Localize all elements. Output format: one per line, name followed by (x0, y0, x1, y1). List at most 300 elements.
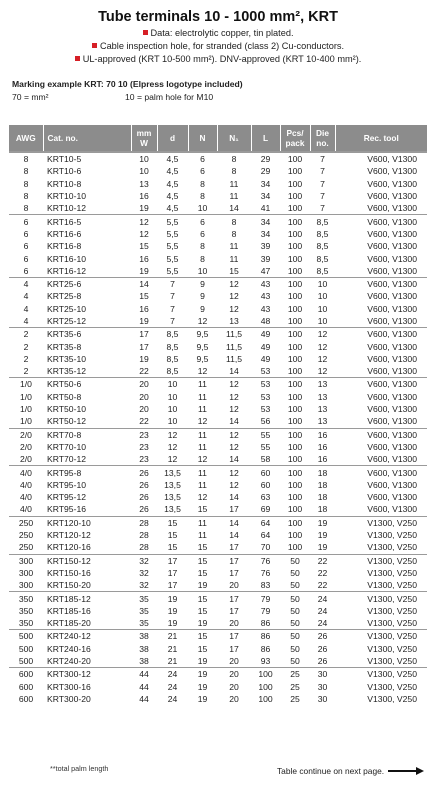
awg-cell: 2/0 (20, 454, 32, 465)
tool-cell: V1300, V250 (367, 681, 417, 692)
l-cell: 43 (251, 277, 280, 290)
d-cell: 13,5 (164, 492, 181, 503)
cat-no-cell: KRT16-8 (47, 241, 82, 252)
table-row (9, 630, 427, 643)
n-cell: 11 (188, 466, 217, 479)
table-row (9, 693, 427, 705)
tool-cell: V1300, V250 (335, 516, 427, 529)
mm-w-cell: 20 (139, 391, 149, 402)
pcs-cell: 100 (280, 466, 310, 479)
mm-w-cell: 10 (139, 166, 149, 177)
l-cell: 69 (260, 504, 271, 515)
red-square-bullet-icon (75, 56, 80, 61)
die-cell: 12 (317, 366, 328, 377)
cat-no-cell: KRT10-12 (47, 203, 87, 214)
awg-cell: 6 (23, 253, 29, 264)
awg-cell: 250 (9, 516, 43, 529)
mm-w-cell: 16 (139, 253, 149, 264)
tool-cell: V600, V1300 (335, 152, 427, 165)
cat-no-cell: KRT16-12 (47, 265, 87, 276)
tool-cell: V600, V1300 (335, 466, 427, 479)
die-cell: 7 (320, 166, 325, 177)
bullet-item (0, 53, 436, 66)
n1-cell: 12 (229, 391, 239, 402)
cat-no-cell: KRT25-6 (43, 277, 131, 290)
header-n: N (188, 125, 217, 152)
pcs-cell: 100 (287, 530, 303, 541)
die-cell: 19 (317, 542, 328, 553)
d-cell: 13,5 (157, 466, 188, 479)
pcs-cell: 100 (287, 479, 303, 490)
bullet-item (0, 27, 436, 40)
die-cell: 7 (310, 152, 335, 165)
n1-cell: 12 (217, 466, 251, 479)
n1-cell: 17 (217, 554, 251, 567)
n-cell: 19 (197, 656, 208, 667)
mm-w-cell: 23 (139, 441, 149, 452)
d-cell: 19 (157, 592, 188, 605)
awg-cell: 600 (18, 681, 34, 692)
d-cell: 17 (167, 567, 178, 578)
n-cell: 9 (188, 277, 217, 290)
l-cell: 29 (260, 166, 271, 177)
header-l: L (251, 125, 280, 152)
n-cell: 15 (197, 567, 208, 578)
cat-no-cell: KRT35-6 (43, 328, 131, 341)
d-cell: 19 (167, 618, 178, 629)
die-cell: 10 (317, 303, 328, 314)
awg-cell: 1/0 (20, 391, 32, 402)
bullet-text: UL-approved (KRT 10-500 mm²). DNV-approved (KRT 10-400 mm²). (82, 54, 362, 65)
pcs-cell: 100 (287, 241, 303, 252)
table-row (9, 228, 427, 240)
mm-w-cell: 32 (139, 567, 149, 578)
l-cell: 86 (260, 643, 271, 654)
mm-w-cell: 19 (139, 353, 149, 364)
die-cell: 30 (317, 681, 328, 692)
awg-cell: 2/0 (9, 428, 43, 441)
mm-w-cell: 38 (139, 656, 149, 667)
n1-cell: 17 (229, 567, 239, 578)
mm-w-cell: 44 (139, 681, 149, 692)
die-cell: 10 (317, 291, 328, 302)
l-cell: 43 (260, 291, 271, 302)
d-cell: 10 (167, 391, 178, 402)
tool-cell: V1300, V250 (335, 668, 427, 681)
cat-no-cell: KRT185-20 (47, 618, 91, 629)
n-cell: 8 (200, 178, 205, 189)
pcs-cell: 100 (287, 366, 303, 377)
tool-cell: V600, V1300 (367, 341, 417, 352)
awg-cell: 4/0 (9, 466, 43, 479)
d-cell: 17 (167, 580, 178, 591)
footnote: **total palm length (50, 764, 109, 773)
cat-no-cell: KRT240-16 (47, 643, 91, 654)
cat-no-cell: KRT25-10 (47, 303, 87, 314)
die-cell: 18 (317, 492, 328, 503)
mm-w-cell: 22 (139, 416, 149, 427)
pcs-cell: 100 (287, 353, 303, 364)
n1-cell: 17 (217, 630, 251, 643)
cat-no-cell: KRT10-10 (47, 191, 87, 202)
cat-no-cell: KRT300-16 (47, 681, 91, 692)
n1-cell: 8 (231, 228, 237, 239)
n-cell: 9,5 (188, 328, 217, 341)
n-cell: 11 (198, 530, 207, 541)
tool-cell: V600, V1300 (367, 291, 417, 302)
mm-w-cell: 26 (139, 504, 149, 515)
cat-no-cell: KRT10-6 (47, 166, 82, 177)
l-cell: 100 (258, 681, 273, 692)
n1-cell: 11 (229, 191, 239, 202)
d-cell: 7 (170, 303, 175, 314)
d-cell: 5,5 (157, 215, 188, 228)
table-row (9, 152, 427, 165)
header-awg: AWG (9, 125, 43, 152)
mm-w-cell: 32 (139, 580, 149, 591)
table-row (9, 202, 427, 215)
tool-cell: V1300, V250 (367, 580, 417, 591)
tool-cell: V600, V1300 (335, 378, 427, 391)
die-cell: 18 (310, 466, 335, 479)
pcs-cell: 100 (280, 152, 310, 165)
cat-no-cell: KRT35-12 (47, 366, 87, 377)
cat-no-cell: KRT120-12 (47, 530, 91, 541)
tool-cell: V600, V1300 (367, 303, 417, 314)
awg-cell: 4 (23, 303, 29, 314)
awg-cell: 300 (18, 567, 34, 578)
n1-cell: 12 (229, 479, 239, 490)
n-cell: 19 (197, 580, 208, 591)
n1-cell: 14 (229, 416, 239, 427)
d-cell: 10 (157, 378, 188, 391)
page-title: Tube terminals 10 - 1000 mm², KRT (98, 9, 338, 25)
n1-cell: 15 (229, 265, 239, 276)
n-cell: 12 (197, 492, 208, 503)
l-cell: 58 (260, 454, 271, 465)
d-cell: 15 (167, 542, 178, 553)
die-cell: 16 (317, 441, 328, 452)
die-cell: 8,5 (316, 253, 329, 264)
d-cell: 12 (167, 441, 178, 452)
die-cell: 26 (317, 656, 328, 667)
die-cell: 12 (310, 328, 335, 341)
l-cell: 53 (260, 366, 271, 377)
bullet-item (0, 40, 436, 53)
l-cell: 83 (260, 580, 271, 591)
n1-cell: 11 (229, 241, 239, 252)
die-cell: 19 (310, 516, 335, 529)
mm-w-cell: 35 (139, 605, 149, 616)
l-cell: 43 (260, 303, 271, 314)
mm-w-cell: 17 (131, 328, 157, 341)
mm-w-cell: 13 (139, 178, 149, 189)
n-cell: 9,5 (196, 353, 209, 364)
n-cell: 11 (188, 378, 217, 391)
table-row (9, 605, 427, 617)
die-cell: 24 (317, 605, 328, 616)
mm-w-cell: 12 (139, 228, 149, 239)
die-cell: 7 (320, 178, 325, 189)
pcs-cell: 100 (287, 291, 303, 302)
d-cell: 21 (167, 643, 178, 654)
cat-no-cell: KRT16-5 (43, 215, 131, 228)
awg-cell: 350 (18, 618, 34, 629)
cat-no-cell: KRT120-16 (47, 542, 91, 553)
mm-w-cell: 28 (139, 530, 149, 541)
n1-cell: 12 (229, 404, 239, 415)
table-row (9, 655, 427, 668)
cat-no-cell: KRT150-16 (47, 567, 91, 578)
pcs-cell: 100 (287, 265, 303, 276)
die-cell: 12 (317, 353, 328, 364)
l-cell: 49 (260, 353, 271, 364)
n1-cell: 14 (229, 366, 239, 377)
l-cell: 55 (260, 441, 271, 452)
tool-cell: V600, V1300 (335, 428, 427, 441)
die-cell: 26 (310, 630, 335, 643)
l-cell: 56 (260, 416, 271, 427)
n1-cell: 17 (229, 504, 239, 515)
mm-w-cell: 28 (131, 516, 157, 529)
table-row (9, 165, 427, 177)
n-cell: 8 (200, 191, 205, 202)
pcs-cell: 100 (287, 454, 303, 465)
d-cell: 24 (167, 681, 178, 692)
d-cell: 5,5 (166, 241, 179, 252)
pcs-cell: 50 (290, 643, 300, 654)
pcs-cell: 50 (280, 554, 310, 567)
table-row (9, 554, 427, 567)
pcs-cell: 100 (280, 378, 310, 391)
pcs-cell: 50 (280, 592, 310, 605)
cat-no-cell: KRT70-12 (47, 454, 87, 465)
cat-no-cell: KRT240-12 (43, 630, 131, 643)
d-cell: 7 (170, 291, 175, 302)
n1-cell: 13 (229, 316, 239, 326)
cat-no-cell: KRT35-8 (47, 341, 82, 352)
l-cell: 49 (260, 341, 271, 352)
n-cell: 19 (197, 693, 208, 704)
tool-cell: V1300, V250 (367, 542, 417, 553)
pcs-cell: 100 (287, 492, 303, 503)
tool-cell: V600, V1300 (335, 215, 427, 228)
awg-cell: 2 (23, 366, 29, 377)
table-row (9, 340, 427, 352)
n-cell: 6 (188, 215, 217, 228)
l-cell: 49 (251, 328, 280, 341)
tool-cell: V1300, V250 (367, 530, 417, 541)
awg-cell: 8 (23, 203, 29, 214)
tool-cell: V600, V1300 (367, 203, 417, 214)
arrow-right-icon (388, 767, 424, 775)
awg-cell: 350 (9, 592, 43, 605)
die-cell: 22 (317, 567, 328, 578)
pcs-cell: 100 (287, 228, 303, 239)
mm-w-cell: 19 (139, 265, 149, 276)
table-row (9, 491, 427, 503)
awg-cell: 2 (23, 353, 29, 364)
d-cell: 4,5 (166, 178, 179, 189)
table-row (9, 466, 427, 479)
die-cell: 22 (310, 554, 335, 567)
n-cell: 11 (188, 516, 217, 529)
die-cell: 10 (317, 316, 328, 326)
pcs-cell: 100 (280, 516, 310, 529)
tool-cell: V600, V1300 (367, 391, 417, 402)
awg-cell: 500 (9, 630, 43, 643)
table-row (9, 617, 427, 630)
table-row (9, 403, 427, 415)
d-cell: 7 (157, 277, 188, 290)
n-cell: 15 (188, 630, 217, 643)
n-cell: 15 (197, 504, 208, 515)
table-row (9, 503, 427, 516)
awg-cell: 6 (23, 265, 29, 276)
tool-cell: V1300, V250 (335, 592, 427, 605)
cat-no-cell: KRT95-16 (47, 504, 87, 515)
awg-cell: 4 (23, 316, 29, 326)
cat-no-cell: KRT95-8 (43, 466, 131, 479)
awg-cell: 300 (18, 580, 34, 591)
mm-w-cell: 35 (131, 592, 157, 605)
mm-w-cell: 44 (131, 668, 157, 681)
n1-cell: 12 (229, 291, 239, 302)
n1-cell: 11,5 (225, 353, 243, 364)
die-cell: 7 (320, 203, 325, 214)
die-cell: 8,5 (316, 228, 329, 239)
d-cell: 5,5 (166, 253, 179, 264)
table-header-row (9, 125, 427, 152)
n-cell: 19 (188, 668, 217, 681)
l-cell: 64 (260, 530, 271, 541)
pcs-cell: 100 (287, 404, 303, 415)
table-row (9, 453, 427, 466)
header-d: d (157, 125, 188, 152)
table-row (9, 178, 427, 190)
l-cell: 86 (251, 630, 280, 643)
n1-cell: 20 (229, 693, 239, 704)
l-cell: 34 (260, 228, 271, 239)
l-cell: 93 (260, 656, 271, 667)
die-cell: 13 (317, 404, 328, 415)
l-cell: 100 (251, 668, 280, 681)
tool-cell: V600, V1300 (367, 316, 417, 326)
l-cell: 70 (260, 542, 271, 553)
table-row (9, 592, 427, 605)
die-cell: 19 (317, 530, 328, 541)
l-cell: 47 (260, 265, 271, 276)
tool-cell: V600, V1300 (367, 479, 417, 490)
mm-w-cell: 15 (139, 241, 149, 252)
table-row (9, 265, 427, 278)
tool-cell: V1300, V250 (367, 605, 417, 616)
d-cell: 8,5 (157, 328, 188, 341)
mm-w-cell: 14 (131, 277, 157, 290)
l-cell: 55 (251, 428, 280, 441)
awg-cell: 300 (9, 554, 43, 567)
awg-cell: 6 (23, 241, 29, 252)
table-row (9, 353, 427, 365)
n1-cell: 12 (217, 378, 251, 391)
die-cell: 13 (310, 378, 335, 391)
l-cell: 76 (260, 567, 271, 578)
l-cell: 29 (251, 152, 280, 165)
cat-no-cell: KRT95-10 (47, 479, 87, 490)
d-cell: 15 (167, 530, 178, 541)
l-cell: 64 (251, 516, 280, 529)
n-cell: 11 (198, 404, 207, 415)
d-cell: 5,5 (166, 228, 179, 239)
awg-cell: 6 (23, 228, 29, 239)
tool-cell: V1300, V250 (335, 554, 427, 567)
d-cell: 4,5 (166, 203, 179, 214)
mm-w-cell: 35 (139, 618, 149, 629)
marking-example-title: Marking example KRT: 70 10 (Elpress logotype included) (12, 78, 243, 89)
d-cell: 12 (157, 428, 188, 441)
cat-no-cell: KRT70-10 (47, 441, 87, 452)
n1-cell: 14 (229, 454, 239, 465)
awg-cell: 4/0 (20, 504, 32, 515)
l-cell: 79 (260, 605, 271, 616)
pcs-cell: 25 (290, 693, 300, 704)
tool-cell: V600, V1300 (367, 178, 417, 189)
d-cell: 8,5 (166, 366, 179, 377)
pcs-cell: 100 (280, 328, 310, 341)
cat-no-cell: KRT25-12 (47, 316, 87, 326)
n1-cell: 8 (217, 152, 251, 165)
cat-no-cell: KRT16-10 (47, 253, 87, 264)
d-cell: 4,5 (157, 152, 188, 165)
n-cell: 9,5 (196, 341, 209, 352)
mm-w-cell: 16 (139, 191, 149, 202)
die-cell: 24 (310, 592, 335, 605)
mm-w-cell: 20 (139, 404, 149, 415)
tool-cell: V600, V1300 (367, 441, 417, 452)
table-row (9, 290, 427, 302)
n-cell: 9 (200, 291, 205, 302)
n-cell: 15 (197, 605, 208, 616)
l-cell: 86 (260, 618, 271, 629)
n1-cell: 11 (229, 253, 239, 264)
awg-cell: 4 (9, 277, 43, 290)
pcs-cell: 50 (290, 618, 300, 629)
cat-no-cell: KRT25-8 (47, 291, 82, 302)
die-cell: 24 (317, 618, 328, 629)
mm-w-cell: 16 (139, 303, 149, 314)
n1-cell: 14 (229, 492, 239, 503)
l-cell: 53 (260, 391, 271, 402)
n-cell: 6 (188, 152, 217, 165)
pcs-cell: 50 (290, 656, 300, 667)
table-row (9, 378, 427, 391)
n-cell: 12 (197, 316, 208, 326)
die-cell: 16 (310, 428, 335, 441)
table-row (9, 315, 427, 328)
d-cell: 8,5 (166, 353, 179, 364)
pcs-cell: 50 (290, 605, 300, 616)
tool-cell: V600, V1300 (335, 328, 427, 341)
tool-cell: V600, V1300 (367, 191, 417, 202)
tool-cell: V600, V1300 (367, 404, 417, 415)
cat-no-cell: KRT70-8 (43, 428, 131, 441)
n1-cell: 12 (229, 441, 239, 452)
n1-cell: 12 (217, 428, 251, 441)
die-cell: 13 (317, 416, 328, 427)
awg-cell: 8 (9, 152, 43, 165)
n-cell: 19 (197, 618, 208, 629)
n-cell: 11 (198, 391, 207, 402)
